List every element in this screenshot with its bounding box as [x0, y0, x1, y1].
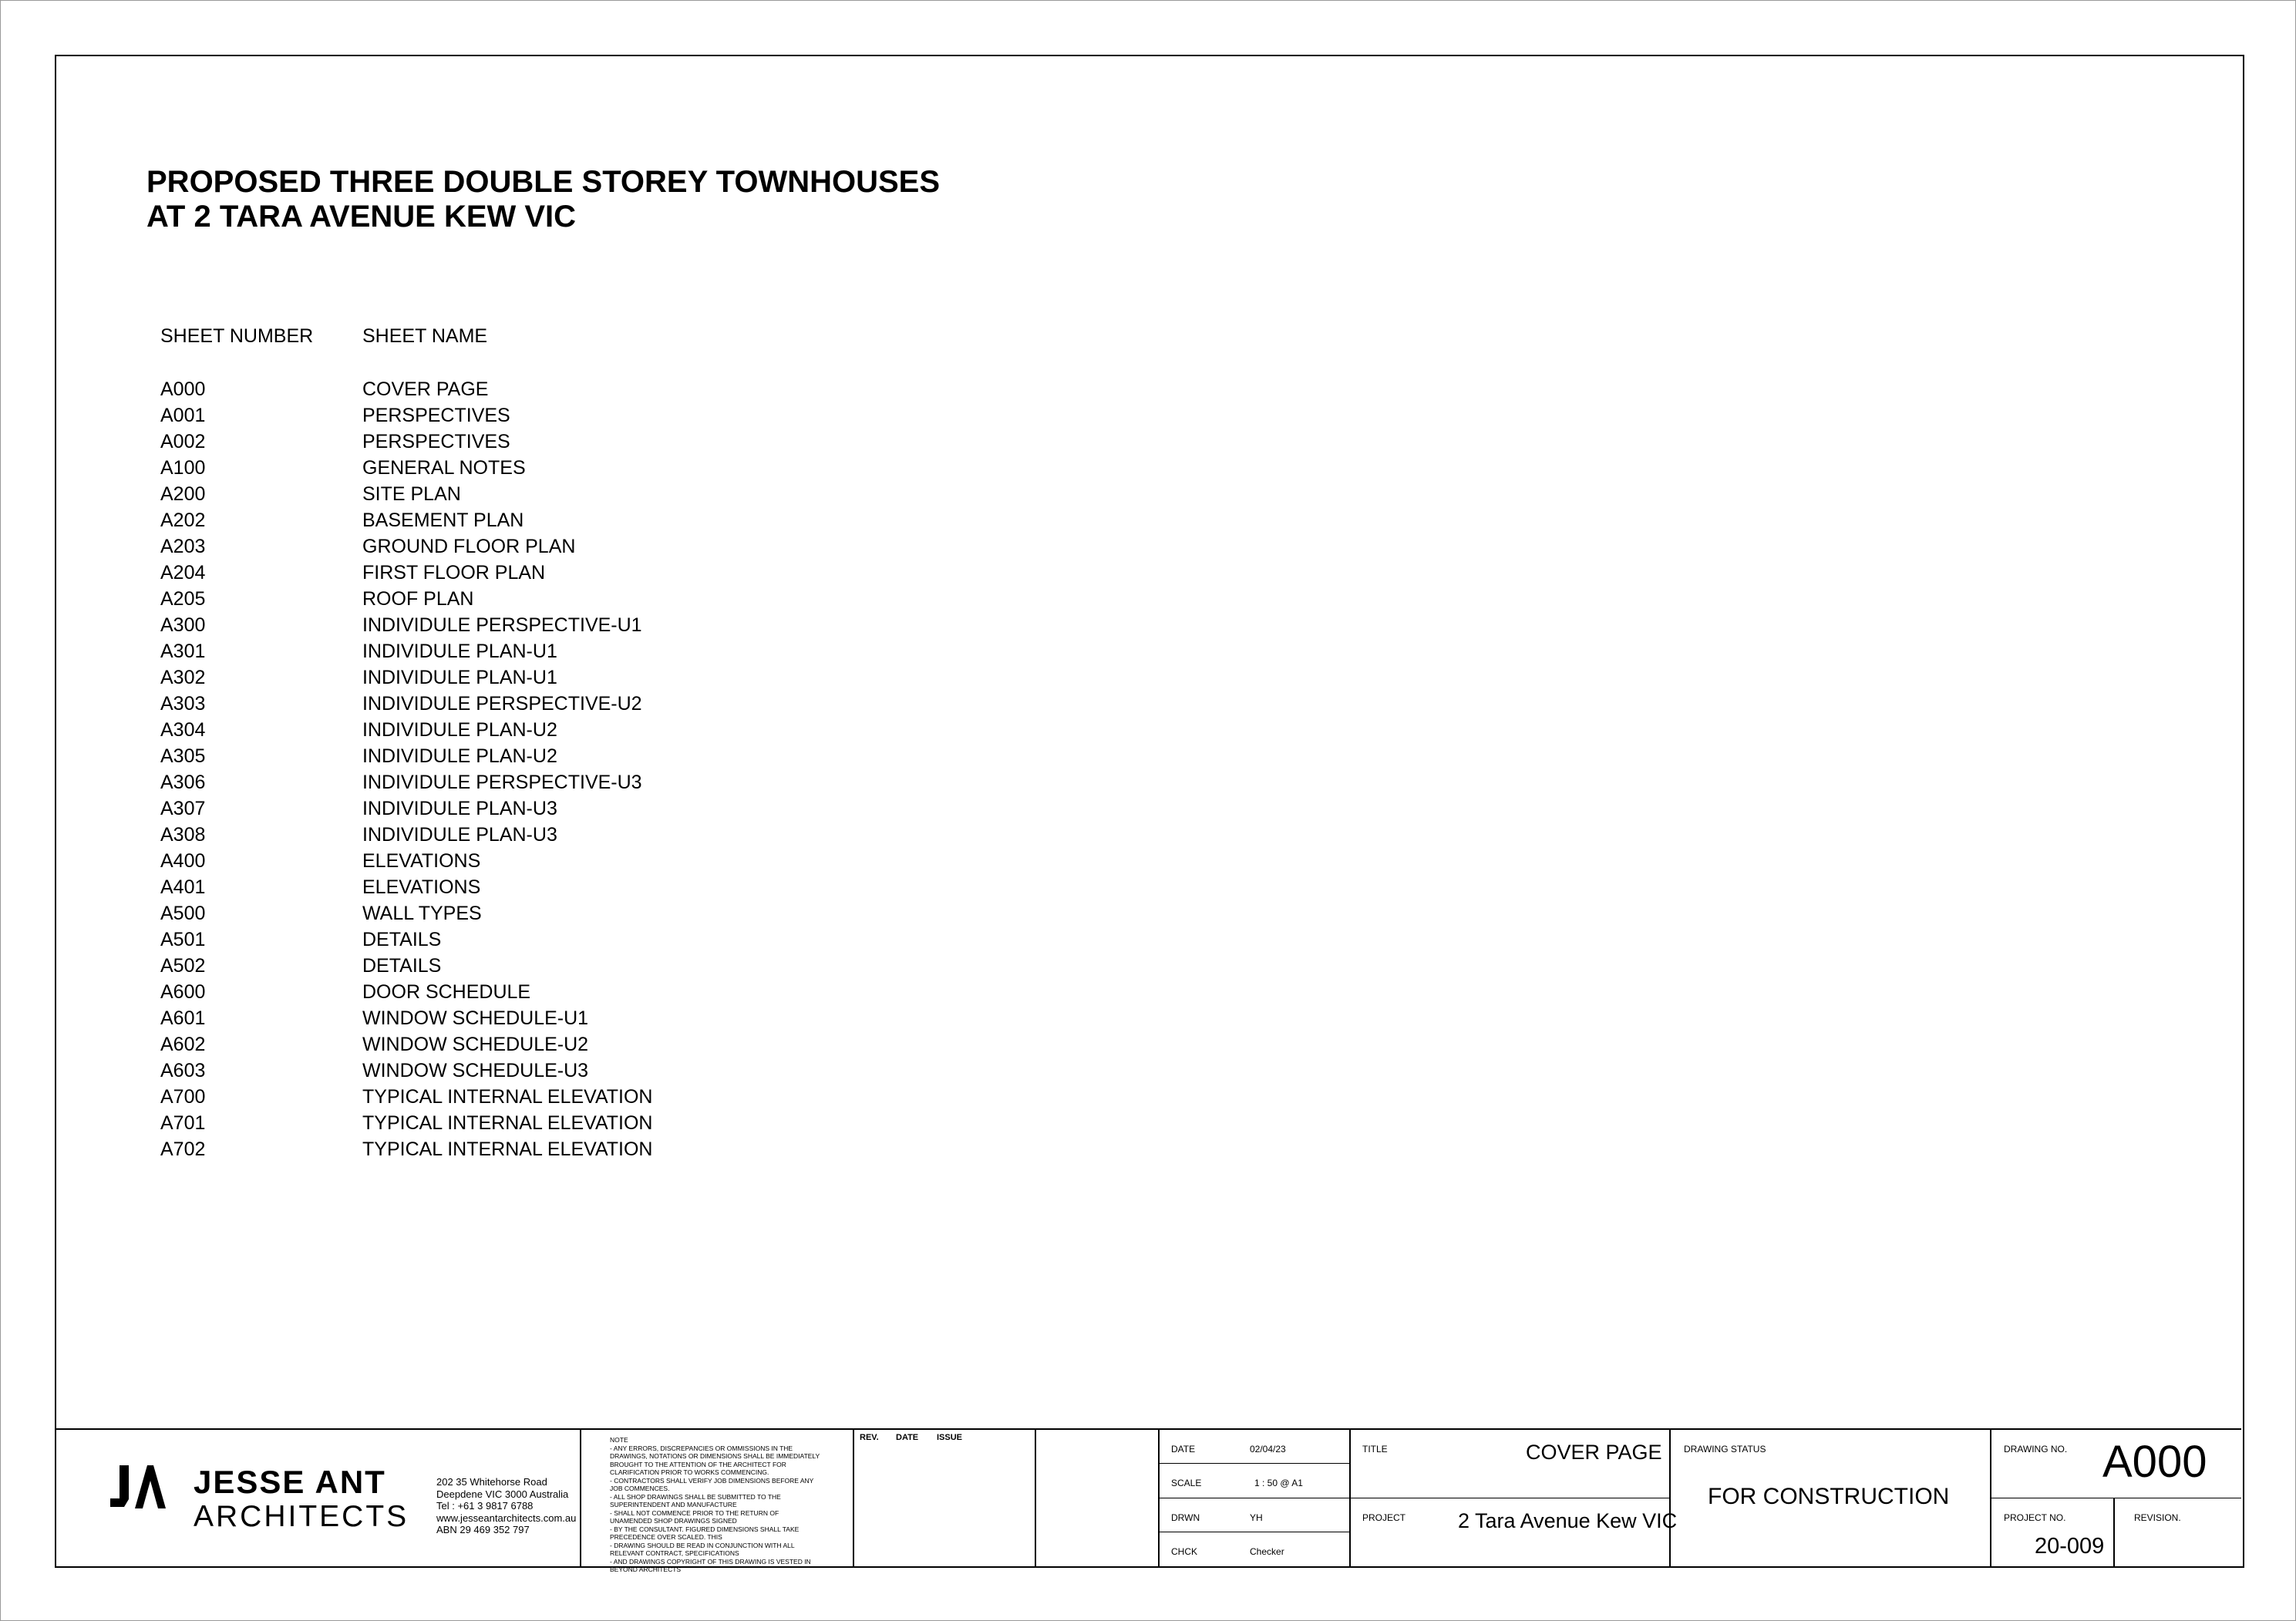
sheet-name: INDIVIDULE PLAN-U3: [362, 824, 557, 846]
sheet-name: DOOR SCHEDULE: [362, 981, 531, 1003]
sheet-number: A701: [160, 1112, 206, 1134]
title-block: [55, 1428, 2241, 1573]
sheet-number-header: SHEET NUMBER: [160, 325, 314, 347]
drwn-label: DRWN: [1171, 1512, 1200, 1523]
sheet-name: WALL TYPES: [362, 903, 482, 924]
sheet-name: SITE PLAN: [362, 483, 461, 505]
rev-header: REV.: [860, 1433, 879, 1442]
project-label: PROJECT: [1362, 1512, 1406, 1523]
sheet-name: INDIVIDULE PLAN-U1: [362, 641, 557, 662]
chck-value: Checker: [1250, 1546, 1284, 1557]
sheet-name: INDIVIDULE PLAN-U2: [362, 745, 557, 767]
sheet-name: WINDOW SCHEDULE-U3: [362, 1060, 589, 1081]
sheet-number: A602: [160, 1034, 206, 1055]
rev-date-header: DATE: [896, 1433, 919, 1442]
sheet-number: A300: [160, 614, 206, 636]
drwn-value: YH: [1250, 1512, 1263, 1523]
sheet-number: A202: [160, 510, 206, 531]
sheet-number: A307: [160, 798, 206, 819]
sheet-number: A204: [160, 562, 206, 583]
sheet-name: INDIVIDULE PLAN-U3: [362, 798, 557, 819]
project-value: 2 Tara Avenue Kew VIC: [1458, 1509, 1678, 1532]
sheet-name: INDIVIDULE PERSPECTIVE-U3: [362, 772, 642, 793]
sheet-name: GENERAL NOTES: [362, 457, 526, 479]
sheet-number: A200: [160, 483, 206, 505]
project-title: [146, 165, 940, 234]
sheet-number: A401: [160, 876, 206, 898]
chck-label: CHCK: [1171, 1546, 1198, 1557]
sheet-name: PERSPECTIVES: [362, 431, 510, 452]
sheet-number: A001: [160, 405, 206, 426]
address-suburb: Deepdene VIC 3000 Australia: [436, 1488, 569, 1500]
sheet-name: GROUND FLOOR PLAN: [362, 536, 576, 557]
sheet-name-header: SHEET NAME: [362, 325, 488, 347]
sheet-name: DETAILS: [362, 929, 442, 950]
sheet-number: A303: [160, 693, 206, 715]
sheet-name: ROOF PLAN: [362, 588, 474, 610]
general-note: NOTE - ANY ERRORS, DISCREPANCIES OR OMMISSIONS IN THE DRAWINGS, NOTATIONS OR DIMENSIONS SHALL BE IMMEDIATELY BROUGHT TO THE ATTENTION OF THE ARCHITECT FOR CLARIFICATION PRIOR TO WORKS COMMENCING. - CONTRACTORS SHALL VERIFY JOB DIMENSIONS BEFORE ANY JOB COMMENCES. - ALL SHOP DRAWINGS SHALL BE SUBMITTED TO THE SUPERINTENDENT AND MANUFACTURE - SHALL NOT COMMENCE PRIOR TO THE RETURN OF UNAMENDED SHOP DRAWINGS SIGNED - BY THE CONSULTANT. FIGURED DIMENSIONS SHALL TAKE PRECEDENCE OVER SCALED. THIS - DRAWING SHOULD BE READ IN CONJUNCTION WITH ALL RELEVANT CONTRACT, SPECIFICATIONS - AND DRAWINGS COPYRIGHT OF THIS DRAWING IS VESTED IN BEYOND ARCHITECTS: [610, 1436, 820, 1573]
sheet-number: A205: [160, 588, 206, 610]
address-abn: ABN 29 469 352 797: [436, 1524, 530, 1535]
sheet-name: ELEVATIONS: [362, 850, 481, 872]
sheet-name: INDIVIDULE PERSPECTIVE-U2: [362, 693, 642, 715]
rev-issue-header: ISSUE: [937, 1433, 963, 1442]
sheet-number: A600: [160, 981, 206, 1003]
sheet-number: A603: [160, 1060, 206, 1081]
sheet-number: A000: [160, 378, 206, 400]
sheet-number: A100: [160, 457, 206, 479]
sheet-number: A500: [160, 903, 206, 924]
sheet-number: A400: [160, 850, 206, 872]
project-title-line1: PROPOSED THREE DOUBLE STOREY TOWNHOUSES: [146, 165, 941, 199]
drawing-no-label: DRAWING NO.: [2004, 1444, 2068, 1455]
address-street: 202 35 Whitehorse Road: [436, 1476, 547, 1488]
sheet-number: A305: [160, 745, 206, 767]
date-label: DATE: [1171, 1444, 1196, 1455]
logo-wordmark: [194, 1465, 409, 1534]
sheet-name: TYPICAL INTERNAL ELEVATION: [362, 1112, 653, 1134]
sheet-number: A501: [160, 929, 206, 950]
sheet-name: WINDOW SCHEDULE-U2: [362, 1034, 589, 1055]
sheet-number: A702: [160, 1138, 206, 1160]
sheet-name: INDIVIDULE PLAN-U2: [362, 719, 557, 741]
scale-label: SCALE: [1171, 1478, 1202, 1488]
sheet-number: A304: [160, 719, 206, 741]
project-no-label: PROJECT NO.: [2004, 1512, 2066, 1523]
sheet-number: A002: [160, 431, 206, 452]
sheet-name: COVER PAGE: [362, 378, 489, 400]
scale-value: 1 : 50 @ A1: [1254, 1478, 1303, 1488]
revision-label: REVISION.: [2134, 1512, 2181, 1523]
logo-line2: ARCHITECTS: [194, 1500, 409, 1533]
project-title-line2: AT 2 TARA AVENUE KEW VIC: [146, 200, 577, 234]
sheet-name: PERSPECTIVES: [362, 405, 510, 426]
sheet-number: A301: [160, 641, 206, 662]
sheet-number: A302: [160, 667, 206, 688]
sheet-name: WINDOW SCHEDULE-U1: [362, 1007, 589, 1029]
sheet-name: INDIVIDULE PERSPECTIVE-U1: [362, 614, 642, 636]
address-web: www.jesseantarchitects.com.au: [436, 1512, 577, 1524]
drawing-status-value: FOR CONSTRUCTION: [1708, 1484, 1950, 1509]
sheet-number: A502: [160, 955, 206, 977]
sheet-number: A700: [160, 1086, 206, 1108]
drawing-no-value: A000: [2102, 1437, 2207, 1487]
title-label: TITLE: [1362, 1444, 1388, 1455]
logo-mark-icon: [107, 1464, 167, 1510]
office-address: [436, 1476, 576, 1536]
sheet-name: DETAILS: [362, 955, 442, 977]
sheet-name: TYPICAL INTERNAL ELEVATION: [362, 1138, 653, 1160]
sheet-name: FIRST FLOOR PLAN: [362, 562, 546, 583]
sheet-name: ELEVATIONS: [362, 876, 481, 898]
sheet-number: A306: [160, 772, 206, 793]
sheet-number: A308: [160, 824, 206, 846]
sheet-number: A601: [160, 1007, 206, 1029]
logo-line1: JESSE ANT: [194, 1464, 386, 1500]
project-no-value: 20-009: [2035, 1534, 2105, 1559]
date-value: 02/04/23: [1250, 1444, 1286, 1455]
drawing-status-label: DRAWING STATUS: [1684, 1444, 1766, 1455]
sheet-name: TYPICAL INTERNAL ELEVATION: [362, 1086, 653, 1108]
title-value: COVER PAGE: [1526, 1441, 1662, 1464]
address-tel: Tel : +61 3 9817 6788: [436, 1500, 534, 1512]
sheet-name: INDIVIDULE PLAN-U1: [362, 667, 557, 688]
sheet-number: A203: [160, 536, 206, 557]
sheet-name: BASEMENT PLAN: [362, 510, 524, 531]
